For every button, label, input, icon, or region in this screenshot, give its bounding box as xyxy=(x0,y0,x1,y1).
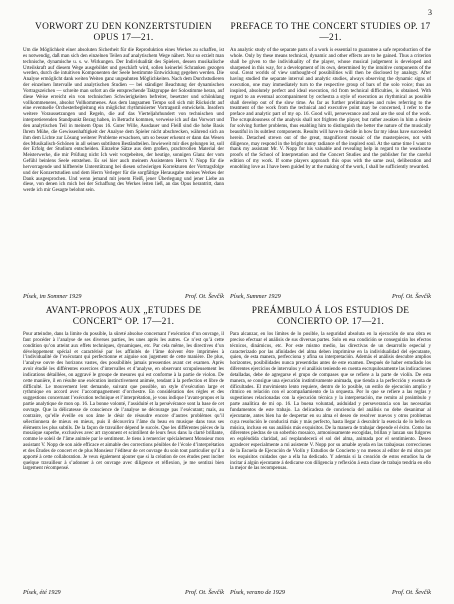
preface-french-signature: Prof. Ot. Ševčík xyxy=(185,589,224,596)
preface-spanish xyxy=(230,306,431,596)
preface-english-signature-line xyxy=(230,293,431,300)
preface-spanish-signature-line xyxy=(230,589,431,596)
preface-german-text: Um die Möglichkeit einer absoluten Sicherheit für die Reproduktion eines Werkes zu schaffen, ist es notwendig, daß man sich den einzelnen Teilen auf analytischem Wege nähert. Nur so erzielt man technische, dynamische u. s. w. Wirkungen. Der Individualität des Spielers, dessen musikalische Urteilskraft auf diesem Wege ausgebildet und geschärft wird, sollen keinerlei Schranken gezogen werden, durch die intuitiven Komponenten der Seele bestimmte Entwicklung gegeben werden. Die Analyse ermöglicht dank weiten Weiten ganz ungeahnten Möglichkeiten. Nach dem Durchstudieren der einzelnen Intervalle und analytischen Studien — bei ständiger Beachtung der dynamischen Vortragszeichen — schreite man sofort an die entsprechende Taktgruppe der Solostimme heran, auf diese Weise erreicht ein von technischen Schwierigkeiten befreiter, besetzter und schönklang vollkommeneres, absolut Vollkommenes. Aus dem langsamen Tempo soll sich mit Rücksicht auf eine eventuelle Orchesterbegleitung ein möglichst rhythmisierter Vortragsstil entwickeln. Insofern weitere Voraussetzungen und Regeln, die auf das Vierteljahrhundert von technischen und interpretierenden Standpunkt Bezug haben, in Betracht kommen, verweise ich auf das Vorwort und den analytischen Teil in meinem Opus 16. Guter Wille, Ausdauer und Fleiß sind die hohe Basis Ihrem Mühe, die Gewissenhaftigkeit der Analyse dem Spieler nicht abschrecken, während sich an ihm dem Lichte zur Lösung weiterer Probleme erwachsen, um so besser erkennt er dann das Wesen des Musikalisch-Schönen in all seinen subtilsten Beständteilen. Inwieweit mir dies gelungen ist, soll der Erfolg der Studium entscheiden. Einzelne Sätze aus dem großen, prachtvollen Material der Meisterwerke, die mir Prüfung nicht Ich weit vorgebeiten, der heutige, sonnigen Glanz der vom Gefühl beinlens Seele entstehen. Es sei hier auch meinem Assistenten Herrn V. Nopp für die hervorragende und hilfbereite Unterstützung bei diesen schwierigen Korrekturen der Vortragsfolge und der Konzertstudien und dem Herrn Verleger für die sorgfältige Herausgabe meines Werkes der Dank ausgesprochen. Und wenn jemand mit jenem Fleiß, jener Überlegung und jener Liebe an diese, von denen ich mich bei der Schaffung des Werkes leiten ließ, an das Opus herantritt, dann werde ich mir Gesagte belohnt sein. xyxy=(23,48,224,194)
preface-french-signature-line xyxy=(23,589,224,596)
preface-english-signature: Prof. Ot. Ševčík xyxy=(392,293,431,300)
preface-german-signature: Prof. Ot. Ševčík xyxy=(185,293,224,300)
preface-spanish-place-date: Písek, verano de 1929 xyxy=(230,589,285,596)
preface-spanish-signature: Prof. Ot. Ševčík xyxy=(392,589,431,596)
preface-english-text: An analytic study of the separate parts of a work is essential to guarantee a safe reproduction of the whole. Only by these means technical, dynamic and other effects are to be gained. Thus a criterion shall be given to the individuality of the player, whose musical judgement is developed and sharpened in this way, for a development of its own, determined by the intuitive components of the soul. Great worlds of view unthought-of possibilities will then be disclosed by analogy. After having studied the separate interval and analytic studies, always observing the dynamic signs of execution, one may immediately turn to the respective group of bars of the solo voice; thus an inspired, absolutely perfect and ideal execution, rid from technical difficulties, is obtained. With regard to an eventual accompaniment by orchestra a style of execution as rhythmical as possible shall develop out of the slow time. As far as further preliminaries and rules referring to the treatment of the work from the technical and executive point may be concerned, I refer to the preface and analytic part of my op. 16. Good will, perseverance and zeal are the soul of the work. The scrupulousness of the analysis shall not frighten the player, but rather awaken in him a desire for solving further problems, thus enabling him to distinguish the better the nature of the musically beautiful in its subtlest components. Results will have to decide in how far my ideas have succeeded herein. Detached strewn out of the great, magnificent mosaic of the masterpieces, not with diligence, may respond in the bright sunny radiance of the inspired soul. At the same time I want to thank my assistant Mr. V. Nopp for his valuable and revealing help in regard to the wearisome proofs of the School of Interpretation and the Concert Studies and the publisher for the careful edition of my work. If some players approach this opus with the same zeal, deliberation and ennobling love as I have been guided by at the making of the work, I shall be sufficiently rewarded. xyxy=(230,48,431,170)
preface-german-place-date: Písek, im Sommer 1929 xyxy=(23,293,82,300)
preface-english-title: PREFACE TO THE CONCERT STUDIES OP. 17—21. xyxy=(230,22,431,43)
preface-french-text: Pour atteindre, dans la limite du possible, la sûreté absolue concernant l’exécution d’un ouvrage, il faut procéder à l’analyse de ses diverses parties, les unes après les autres. Ce n’est qu’à cette condition qu’on atteint aux effets techniques, dynamiques, etc. Par cela même, les directives d’un développement spécial et caractérisé par les affinités de l’âme doivent être imprimées à l’individualité de l’exécutant qui perfectionne et aiguise son jugement de cette manière. De plus, l’analyse ouvre des horizons vastes, des possibilités jamais pressenties avant cet examen. Après avoir étudié les différentes exercices d’intervalles et d’analyse, en observant scrupuleusement les indications détaillées, on aggravé le groupe de mesures qui est conforme à la partie de violon. De cette manière, il en résulte une exécution instinctivement animée, tendant à la perfection et libre de difficulté. Le mouvement lent demande, suivant que possible, un style d’exécution large et rythmique en accord avec l’accompagnement d’orchestre. En considération des règles et des suggestions concernant l’exécution technique et l’interprétation, je vous indique l’avant-propos et la partie analytique de mon op. 16. La bonne volonté, l’assiduité et la persévérance sont la base de cet ouvrage. Que la délicatesse de conscience de l’analyse ne décourage pas l’exécutant; mais, au contraire, qu’elle éveille en son âme le désir de résoudre encore d’autres problèmes qu’il sélectionnera de mieux en mieux, puis il découvrira l’âme du beau en musique dans tous ses éléments les plus subtils. De la façon de travailler dépend le succès. Que les différentes pièces de la mosaïque superbe, exclusives avec art rayonnent et scintillent de leurs feux dans la clarté brillante, comme le soleil de l’âme animée par le sentiment. Je tiens à remercier spécialement Monsieur mon assistant V. Nopp de son aide efficace et aimable des corrections pénibles de l’école d’interprétation et des Études de concert et de plus Monsieur l’éditeur de cet ouvrage du soin tout particulier qu’il a apporté à cette collaboration. Je veux également ajouter que si la création de ces études peut inciter quelque travailleur à s’adonner à cet ouvrage avec diligence et réflexion, je me sentirai bien largement récompensé. xyxy=(23,332,224,472)
preface-english xyxy=(230,22,431,300)
preface-spanish-title: PREÁMBULO Á LOS ESTUDIOS DE CONCIERTO OP. 17—21. xyxy=(251,306,410,327)
preface-german-title: VORWORT ZU DEN KONZERTSTUDIEN OPUS 17—21. xyxy=(35,22,212,43)
preface-spanish-text: Para alcanzar, en los límites de lo posible, la seguridad absoluta en la ejecución de una obra es preciso efectuar el análisis de sus diversas partes. Solo en esa condición se conseguirán los efectos técnicos, dinámicos, etc. Por este mismo medio, las directivas de un desarrollo especial y caracterizado por las afinidades del alma deben imprimirse en la individualidad del ejecutante, quien, de esta manera, perfecciona y afina su interpretación. Además el análisis descubre amplios horizontes, posibilidades nunca presentidas antes de este examen. Después de haber estudiado los diferentes ejercicios de intervalos y el análisis teniendo en cuenta escrupulosamente las indicaciones detalladas, debe de agregarse el grupo de compases que se refiere a la parte de violín. De esta manera, se consigue una ejecución instintivamente animada, que tienda a la perfección y exenta de dificultades. El movimiento lento requiere, dentro de lo posible, un estilo de ejecución amplio y rítmico en relación con el acompañamiento de la orquesta. Por lo que se refiere a las reglas y sugestiones relacionadas con la ejecución técnica y la interpretación, me remito al preámbulo y parte analítica de mi op. 16. La buena voluntad, asiduidad y perseverancia son las necesarias fundamentos de este trabajo. La delicadeza de conciencia del análisis no debe desanimar al ejecutante, antes bien ha de despertar en su alma el deseo de resolver nuevos y otros problemas cuya resolución le conducirá más y más perfecto, hasta llegar á descubrir la esencia de lo bello en música, incluso en sus análisis más exquisitos. De la manera de trabajar depende el éxito. Como las diferentes piedras de un soberbio mosaico, armoniosamente escogidas, brillan y lanzan sus fulgores en espléndida claridad, así resplandecerá el sol del alma, animada por el sentimiento. Deseo agradecer especialmente a mi asistente V. Nopp por su amable ayuda en las trabajosas correcciones de la Escuela de Ejecución de Violín y Estudios de Concierto y no menos al editor de mi obra por los esquisitos cuidados que a ella ha dedicado. Y además si la creación de estos estudios ha de incitar á algún ejecutante á dedicarse con diligencia y reflexión á esta clase de trabajo tendría en ello la mejor de las recompensas. xyxy=(230,332,431,472)
preface-french xyxy=(23,306,224,596)
preface-english-place-date: Písek, Summer 1929 xyxy=(230,293,281,300)
preface-french-place-date: Písek, été 1929 xyxy=(23,589,61,596)
preface-german xyxy=(23,22,224,300)
preface-french-title: AVANT-PROPOS AUX „ETUDES DE CONCERT“ OP. 17—21. xyxy=(45,306,202,327)
preface-german-signature-line xyxy=(23,293,224,300)
page-number: 3 xyxy=(428,8,432,17)
